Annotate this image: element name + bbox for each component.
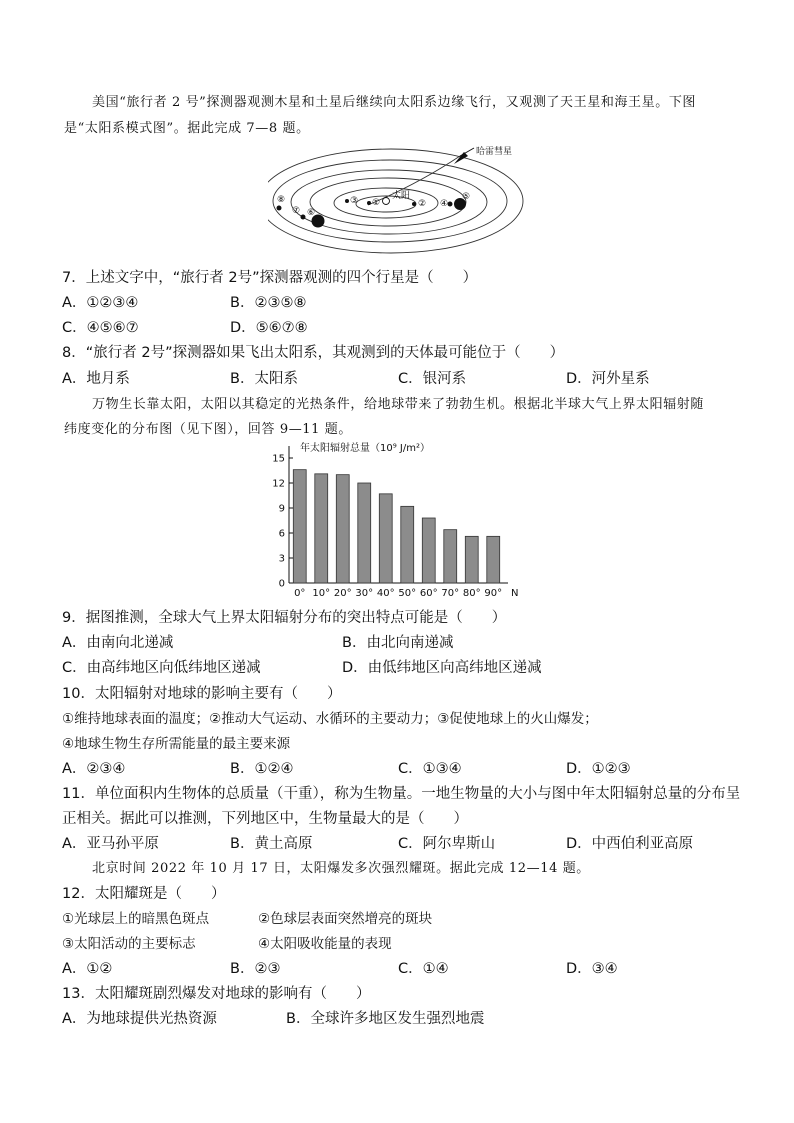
statement-line: ②色球层表面突然增亮的斑块 xyxy=(258,911,433,927)
bar xyxy=(422,518,435,583)
x-tick-label: 90° xyxy=(484,588,503,598)
option: C．银河系 xyxy=(398,371,467,387)
bar xyxy=(465,536,478,583)
x-axis-label: N xyxy=(511,588,519,598)
y-tick-label: 6 xyxy=(278,528,285,540)
solar-system-diagram xyxy=(268,144,528,260)
bar xyxy=(444,530,457,583)
bar xyxy=(487,536,500,583)
intro-line: 北京时间 2022 年 10 月 17 日，太阳爆发多次强烈耀斑。据此完成 12—14 题。 xyxy=(92,861,590,876)
y-tick-label: 0 xyxy=(278,578,285,590)
planet-label: ⑤ xyxy=(462,192,471,202)
option: D．③④ xyxy=(566,961,618,977)
intro-line: 是“太阳系模式图”。据此完成 7—8 题。 xyxy=(64,121,310,136)
bar xyxy=(336,475,349,583)
x-tick-label: 70° xyxy=(441,588,460,598)
question-stem: 13．太阳耀斑剧烈爆发对地球的影响有（ ） xyxy=(62,986,371,1002)
intro-line: 万物生长靠太阳，太阳以其稳定的光热条件，给地球带来了勃勃生机。根据北半球大气上界太阳辐射随 xyxy=(92,397,705,412)
statement-line: ③太阳活动的主要标志 xyxy=(62,936,196,952)
planet-label: ③ xyxy=(350,196,359,206)
option: D．①②③ xyxy=(566,761,631,777)
bar xyxy=(379,494,392,583)
sun-icon xyxy=(383,198,390,205)
bar xyxy=(315,474,328,583)
question-stem: 12．太阳耀斑是（ ） xyxy=(62,886,226,902)
intro-line: 纬度变化的分布图（见下图），回答 9—11 题。 xyxy=(64,422,352,437)
option: C．①③④ xyxy=(398,761,462,777)
planet-label: ② xyxy=(418,199,427,209)
planet-marker xyxy=(277,206,282,211)
planet-marker xyxy=(345,199,349,203)
statement-line: ①光球层上的暗黑色斑点 xyxy=(62,911,210,927)
option: A．亚马孙平原 xyxy=(62,836,159,852)
question-stem: 11．单位面积内生物体的总质量（干重），称为生物量。一地生物量的大小与图中年太阳辐射总量的分布呈 xyxy=(62,786,741,802)
option: A．为地球提供光热资源 xyxy=(62,1011,217,1027)
bar xyxy=(401,506,414,583)
chart-title: 年太阳辐射总量（10⁹ J/m²） xyxy=(300,443,430,454)
option: B．黄土高原 xyxy=(230,836,313,852)
bar xyxy=(293,470,306,583)
comet-label: 哈雷彗星 xyxy=(476,147,513,157)
option: A．①② xyxy=(62,961,113,977)
statement-line: ④太阳吸收能量的表现 xyxy=(258,936,392,952)
x-tick-label: 40° xyxy=(376,588,395,598)
planet-label: ⑦ xyxy=(292,206,301,216)
sun-label: 太阳 xyxy=(392,191,411,201)
bar xyxy=(358,483,371,583)
option: D．河外星系 xyxy=(566,371,650,387)
statement-line: ①维持地球表面的温度；②推动大气运动、水循环的主要动力；③促使地球上的火山爆发； xyxy=(62,711,598,727)
option: B．②③ xyxy=(230,961,281,977)
x-tick-label: 80° xyxy=(462,588,481,598)
option: C．由高纬地区向低纬地区递减 xyxy=(62,660,261,676)
x-tick-label: 30° xyxy=(355,588,374,598)
planet-marker xyxy=(448,202,453,207)
planet-marker xyxy=(412,202,416,206)
option: C．阿尔卑斯山 xyxy=(398,836,496,852)
x-tick-label: 20° xyxy=(333,588,352,598)
option: B．太阳系 xyxy=(230,371,298,387)
x-tick-label: 0° xyxy=(294,588,306,598)
option: A．①②③④ xyxy=(62,295,139,311)
option: D．由低纬地区向高纬地区递减 xyxy=(342,660,542,676)
radiation-bar-chart xyxy=(262,438,532,598)
option: A．由南向北递减 xyxy=(62,635,174,651)
option: A．地月系 xyxy=(62,371,130,387)
statement-line: ④地球生物生存所需能量的最主要来源 xyxy=(62,736,291,752)
x-tick-label: 10° xyxy=(312,588,331,598)
option: B．由北向南递减 xyxy=(342,635,454,651)
option: A．②③④ xyxy=(62,761,126,777)
y-tick-label: 12 xyxy=(272,478,285,490)
option: B．①②④ xyxy=(230,761,294,777)
x-tick-label: 60° xyxy=(419,588,438,598)
planet-label: ④ xyxy=(440,199,449,209)
option: D．⑤⑥⑦⑧ xyxy=(230,320,308,336)
y-tick-label: 15 xyxy=(272,453,285,465)
planet-label: ⑧ xyxy=(277,195,286,205)
option: C．①④ xyxy=(398,961,449,977)
option: D．中西伯利亚高原 xyxy=(566,836,694,852)
y-tick-label: 3 xyxy=(278,553,285,565)
question-stem: 9．据图推测，全球大气上界太阳辐射分布的突出特点可能是（ ） xyxy=(62,610,507,626)
option: C．④⑤⑥⑦ xyxy=(62,320,139,336)
question-stem: 正相关。据此可以推测，下列地区中，生物量最大的是（ ） xyxy=(62,811,468,827)
planet-marker xyxy=(301,215,306,220)
option: B．全球许多地区发生强烈地震 xyxy=(286,1011,485,1027)
question-stem: 7．上述文字中，“旅行者 2号”探测器观测的四个行星是（ ） xyxy=(62,270,478,286)
option: B．②③⑤⑧ xyxy=(230,295,307,311)
x-tick-label: 50° xyxy=(398,588,417,598)
planet-label: ① xyxy=(372,198,381,208)
question-stem: 8．“旅行者 2号”探测器如果飞出太阳系，其观测到的天体最可能位于（ ） xyxy=(62,345,565,361)
question-stem: 10．太阳辐射对地球的影响主要有（ ） xyxy=(62,686,342,702)
intro-line: 美国“旅行者 2 号”探测器观测木星和土星后继续向太阳系边缘飞行，又观测了天王星和海王星。下图 xyxy=(92,95,697,110)
planet-marker xyxy=(367,201,371,205)
planet-label: ⑥ xyxy=(307,208,316,218)
y-tick-label: 9 xyxy=(278,503,285,515)
